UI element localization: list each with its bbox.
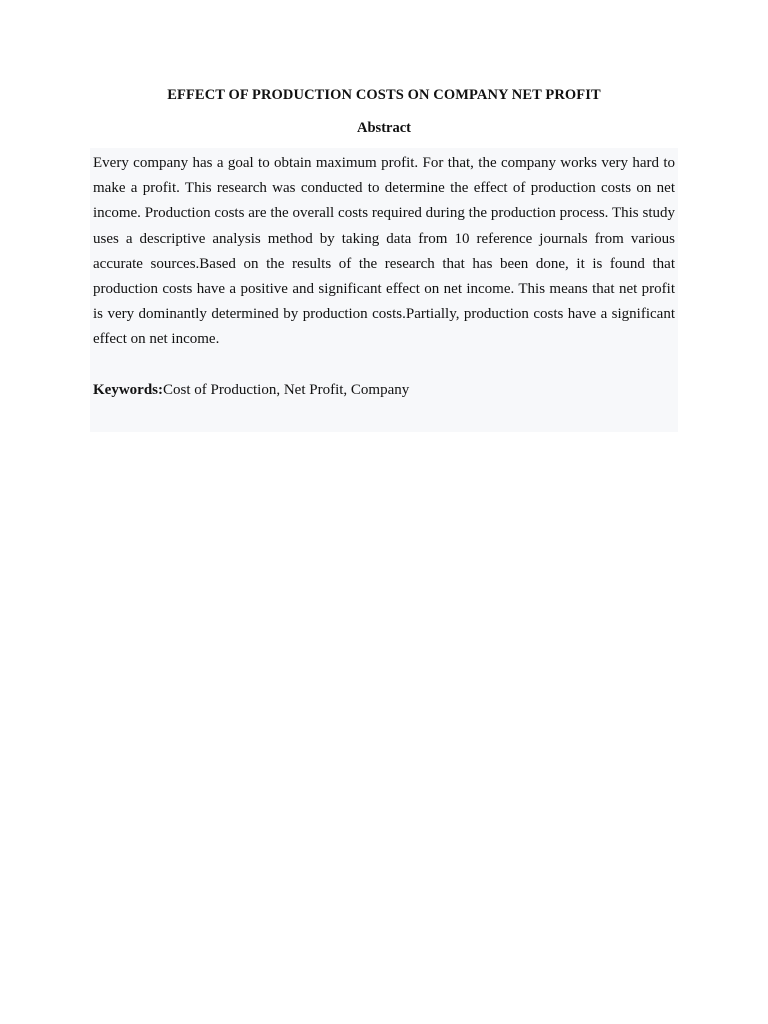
keywords-line [93, 378, 675, 403]
abstract-heading: Abstract [357, 120, 411, 136]
paper-title: EFFECT OF PRODUCTION COSTS ON COMPANY NET PROFIT [167, 87, 601, 103]
keywords-list: Cost of Production, Net Profit, Company [163, 382, 410, 398]
keywords-label: Keywords: [93, 382, 163, 398]
abstract-body: Every company has a goal to obtain maximum profit. For that, the company works very hard to make a profit. This research was conducted to determine the effect of production costs on net income. Production costs are the overall costs required during the production process. This study uses a descriptive analysis method by taking data from 10 reference journals from various accurate sources.Based on the results of the research that has been done, it is found that production costs have a positive and significant effect on net income. This means that net profit is very dominantly determined by production costs.Partially, production costs have a significant effect on net income. [93, 155, 675, 348]
